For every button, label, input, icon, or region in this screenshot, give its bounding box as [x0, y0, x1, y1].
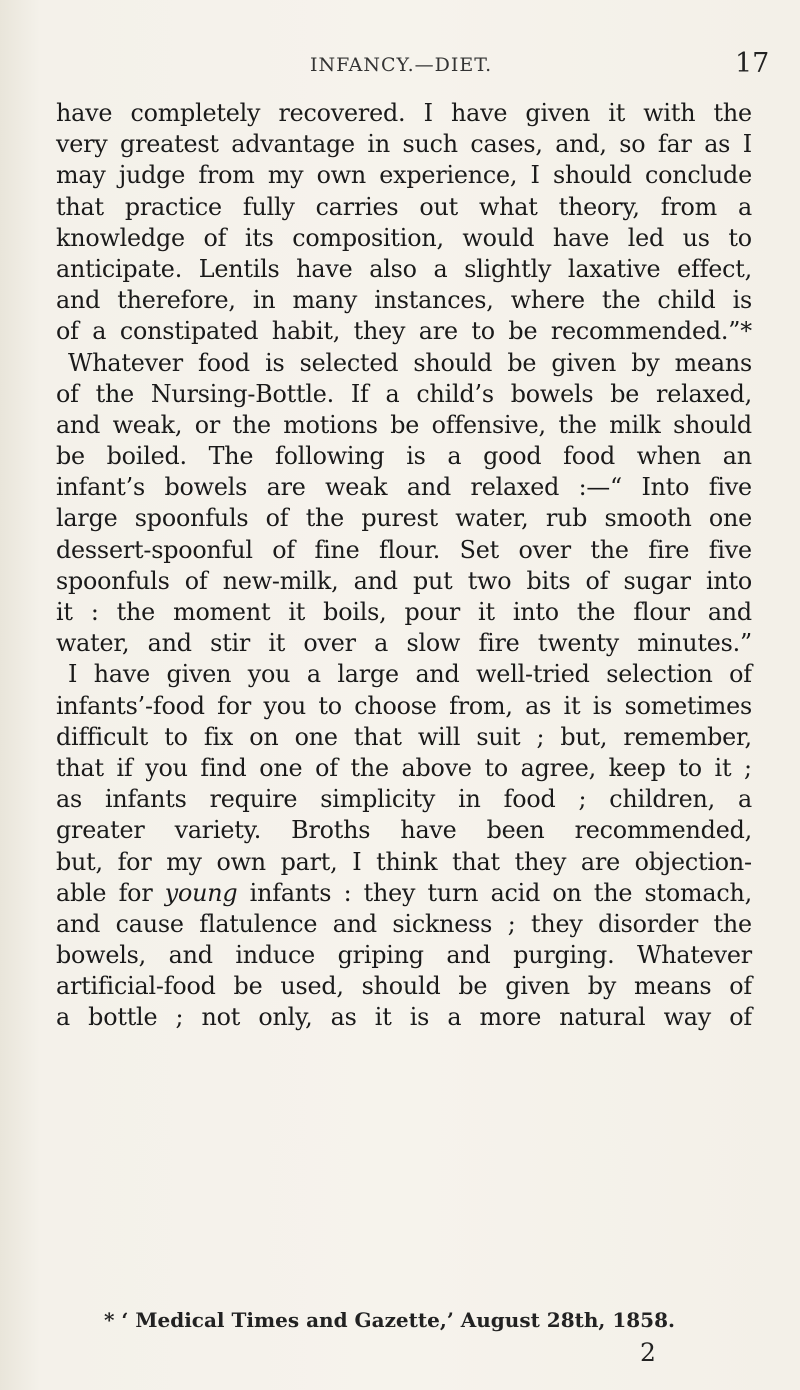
text-line: water, and stir it over a slow fire twenty minutes.” — [56, 629, 752, 658]
text-line: difficult to fix on one that will suit ; but, remember, — [56, 722, 752, 751]
text-line: of the Nursing-Bottle. If a child’s bowels be relaxed, — [56, 379, 752, 408]
footnote: * ‘ Medical Times and Gazette,’ August 28th, 1858. — [104, 1308, 675, 1332]
text-line: but, for my own part, I think that they are objection- — [56, 847, 752, 876]
text-line: be boiled. The following is a good food when an — [56, 442, 752, 471]
text-line: it : the moment it boils, pour it into the flour and — [56, 598, 752, 626]
text-line: Whatever food is selected should be given by means — [68, 348, 752, 377]
text-line: greater variety. Broths have been recommended, — [56, 816, 752, 845]
text-line: artificial-food be used, should be given by means of — [56, 972, 752, 1001]
text-line: very greatest advantage in such cases, and, so far as I — [56, 130, 752, 159]
signature-mark: 2 — [640, 1338, 656, 1367]
text-line: that practice fully carries out what theory, from a — [56, 192, 752, 221]
text-line: knowledge of its composition, would have led us to — [56, 223, 752, 252]
text-line: and weak, or the motions be offensive, the milk should — [56, 410, 752, 439]
text-line: have completely recovered. I have given it with the — [56, 99, 752, 127]
running-head: INFANCY.—DIET. — [310, 54, 493, 76]
text-line: spoonfuls of new-milk, and put two bits of sugar into — [56, 566, 752, 595]
text-line: infants’-food for you to choose from, as it is sometimes — [56, 691, 752, 720]
text-line: and therefore, in many instances, where the child is — [56, 286, 752, 315]
text-line: a bottle ; not only, as it is a more natural way of — [56, 1003, 752, 1032]
text-line: of a constipated habit, they are to be recommended.”* — [56, 317, 752, 346]
text-line: dessert-spoonful of fine flour. Set over the fire five — [56, 535, 752, 564]
text-line: as infants require simplicity in food ; children, a — [56, 785, 752, 814]
text-line: bowels, and induce griping and purging. Whatever — [56, 941, 752, 970]
page-number: 17 — [735, 48, 770, 79]
page-header — [0, 46, 800, 82]
text-line: anticipate. Lentils have also a slightly laxative effect, — [56, 254, 752, 283]
text-line: large spoonfuls of the purest water, rub smooth one — [56, 504, 752, 533]
text-line: able for young infants : they turn acid on the stomach, — [56, 878, 752, 907]
text-line: may judge from my own experience, I should conclude — [56, 161, 752, 190]
text-line: I have given you a large and well-tried selection of — [68, 660, 752, 689]
text-line: and cause flatulence and sickness ; they disorder the — [56, 909, 752, 938]
text-line: infant’s bowels are weak and relaxed :—“ Into five — [56, 473, 752, 502]
text-line: that if you find one of the above to agree, keep to it ; — [56, 753, 752, 782]
body-text — [56, 98, 752, 1034]
